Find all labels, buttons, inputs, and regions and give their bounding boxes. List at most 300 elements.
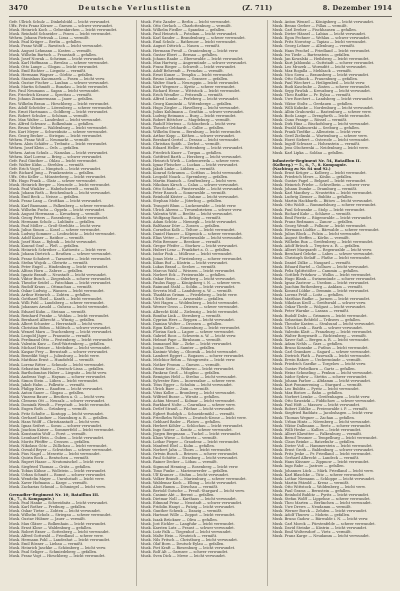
casualty-entry: Musk. Isidor Fink — Müllrose — leicht verwundet. xyxy=(140,252,233,257)
casualty-entry: Musk. Ulrich Lenk — Barth — schwer verwundet. xyxy=(272,325,364,330)
section-heading: Grenadier-Regiment Nr. 10, Bataillon III. xyxy=(9,492,100,497)
casualty-entry: Musk. Reinhold Bublitz — Pyritz — leicht verwundet. xyxy=(272,492,370,497)
publication-title: Deutsche Verlustlisten xyxy=(78,4,192,12)
casualty-entry: Musk. Heinrich Wirth — Liebenwerda — schwer verw. xyxy=(140,158,240,163)
page-number: 3470 xyxy=(9,4,28,12)
casualty-entry: Musk. Bonifaz Link — Sternberg — vermißt. xyxy=(140,313,222,318)
casualty-entry: Musk. Ferdinand Otto — Festenberg — leicht verwundet. xyxy=(9,338,114,343)
casualty-entry: Musk. Sigmund Henning — Rosenberg — leicht verw. xyxy=(140,464,239,469)
casualty-entry: Musk. Gunther Schenk — Danzig — vermißt. xyxy=(140,509,223,514)
casualty-entry: Musk. Friedrich Mews — Köslin — gefallen. xyxy=(272,174,353,179)
casualty-entry: Musk. Wilhelm Fuchs — Oppeln — leicht verwundet. xyxy=(9,207,106,212)
casualty-entry: Musk. Gustav Ebert — Bernau — gefallen. xyxy=(140,52,218,57)
casualty-entry: Musk. Hermann Lüdtke — Bärwalde — schwer verwundet. xyxy=(272,227,380,232)
casualty-entry: Musk. Julius Simon — Kosel — schwer verwundet. xyxy=(9,227,101,232)
casualty-entry: Musk. Rudi Kaschube — Zinten — schwer verwundet. xyxy=(272,85,371,90)
casualty-entry: Musk. Karl Manthey — Neustettin — leicht verwundet. xyxy=(272,191,373,196)
casualty-entry: Musk. Gustav Fischer — Lauban — schwer verwundet. xyxy=(9,81,109,86)
casualty-entry: Musk. Ignaz Fleischer — Luckau — leicht verwundet. xyxy=(140,162,239,167)
casualty-entry: Musk. Richard Hesse — Wittstock — leicht verwundet. xyxy=(140,89,241,94)
casualty-entry: Musk. Manfred Ebel — Kulm — gefallen. xyxy=(140,444,215,449)
casualty-entry: Musk. David Steinke — Küstrin — leicht verwundet. xyxy=(272,525,368,530)
column-left xyxy=(9,20,129,586)
casualty-entry: Musk. Franz Karge — Neudamm — leicht verwundet. xyxy=(272,533,370,538)
section-heading: Infanterie-Regiment Nr. 54, Bataillon II. xyxy=(272,158,361,163)
casualty-entry: Musk. Pankraz Groß — Mogilno — gefallen. xyxy=(140,370,221,375)
casualty-entry: Musk. Nikolaus Kirsch — Calau — schwer verwundet. xyxy=(140,183,240,188)
casualty-entry: Musk. Heinz Schmeling — Penkun — leicht verwundet. xyxy=(272,370,373,375)
casualty-entry: Musk. Edmund Prinz — Neustadt — schwer verwundet. xyxy=(140,501,243,506)
casualty-entry: Musk. Piet Kraft — Riesenburg — leicht verwundet. xyxy=(140,546,236,551)
casualty-entry: Musk. Norbert Lemke — Greifenhagen — leicht verw. xyxy=(272,395,371,400)
casualty-entry: Musk. Georg Kaminski — Wittenberge — gefallen. xyxy=(140,101,233,106)
casualty-entry: Musk. Gustav Pagel — Belgard — leicht verwundet. xyxy=(272,178,367,183)
casualty-entry: Musk. Gustav Hübner — Jauer — vermißt. xyxy=(9,517,86,522)
casualty-entry: Musk. Jan Kowalski — Heilsberg — leicht verwundet. xyxy=(272,56,370,61)
casualty-entry: Musk. Albert Klawitter — Falkenburg — vermißt. xyxy=(272,431,363,436)
casualty-entry: Musk. Reinhold Küster — Dahme — leicht verwundet. xyxy=(140,195,239,200)
casualty-entry: Res. Alfred Schwarz — Bolkenhain — gefallen. xyxy=(9,121,94,126)
casualty-entry: Musk. Paul Wiechert — Heiligenbeil — leicht verw. xyxy=(272,81,366,86)
casualty-entry: Musk. Hugo Blank — Swinemünde — schwer verwundet. xyxy=(272,276,377,281)
casualty-entry: Musk. Egbert Rudolph — Schneidemühl — vermißt. xyxy=(140,411,236,416)
casualty-entry: Musk. Adolf Brüsch — Treptow a. R. — gefallen. xyxy=(272,244,361,249)
casualty-entry: Musk. Emil Woltersdorf — Vietz — vermißt. xyxy=(272,529,352,534)
casualty-entry: Musk. Raimund Stahl — Soldin — leicht verwundet. xyxy=(140,285,236,290)
casualty-entry: Gefr. Paul Günther — Ohlau — leicht verwundet. xyxy=(9,158,98,163)
casualty-entry: Musk. Lorenz Ritter — Schmolz — leicht verwundet. xyxy=(9,362,105,367)
casualty-entry: Musk. Karsten Lutz — Praust — schwer verwundet. xyxy=(140,525,235,530)
casualty-entry: Musk. Balthasar Dörr — Zossen — gefallen. xyxy=(140,223,221,228)
casualty-entry: Musk. Bruno Kosanke — Putbus — leicht verwundet. xyxy=(272,346,369,351)
casualty-entry: Musk. Matthias Radke — Jarmen — leicht verwundet. xyxy=(272,297,371,302)
casualty-entry: Musk. Nico Sowa — Braunsberg — leicht verwundet. xyxy=(272,73,370,78)
casualty-entry: Musk. Stanislaus Kaczmarek — Posen — leicht verw. xyxy=(9,77,106,82)
casualty-entry: Musk. August Herrmann — Kreuzburg — vermißt. xyxy=(9,211,101,216)
casualty-entry: Musk. Melchior Rehm — Wongrowitz — leicht verw. xyxy=(140,358,236,363)
casualty-entry: Uffz. Fritz Franz Körner — Gnesen — schwer verwundet. xyxy=(9,24,114,29)
casualty-entry: Musk. Fritz Nowotny — Tapiau — leicht verwundet. xyxy=(272,40,367,45)
casualty-entry: Wehrm. Alois Schäfer — Trebnitz — leicht verwundet. xyxy=(9,142,108,147)
casualty-entry: Musk. Fritz Schulte — Kontopp — leicht verwundet. xyxy=(9,411,104,416)
casualty-entry: Wehrm. Karl Lorenz — Brieg — schwer verwundet. xyxy=(9,154,103,159)
casualty-entry: Musk. Sepp Pawlak — Kreuzburg — leicht verwundet. xyxy=(272,89,371,94)
casualty-entry: Musk. Thomas Wegner — Zachan — gefallen. xyxy=(272,415,356,420)
casualty-entry: Musk. Wilhelm Sturm — Bernburg — leicht verwundet. xyxy=(140,130,242,135)
casualty-entry: Musk. Valentin Klatt — Franzburg — leicht verwundet. xyxy=(272,329,373,334)
casualty-entry: Musk. Bruno Gadow — Bärwalde i. N. — leicht verw. xyxy=(272,517,369,522)
casualty-entry: Musk. Gustav Fiebelkorn — Gartz — gefallen. xyxy=(272,366,356,371)
casualty-entry: Musk. Franz Schubert — Tarnowitz — leicht verwundet. xyxy=(9,256,112,261)
casualty-entry: Musk. Daniel Zülke — Naugard — vermißt. xyxy=(272,260,352,265)
casualty-entry: Musk. Hans Wolff — Christianstadt — leicht verw. xyxy=(9,419,100,424)
casualty-entry: Musk. Viktor Stoltz — Gerdauen — gefallen. xyxy=(272,101,353,106)
column-middle xyxy=(136,20,261,586)
casualty-entry: Musk. Robert Zühlke — Freienwalde i. P. — vermißt. xyxy=(272,407,369,412)
casualty-entry: Musk. Ludwig Reimann — Burg — leicht verwundet. xyxy=(140,113,237,118)
casualty-entry: Musk. Werner Borck — Zehden — leicht verwundet. xyxy=(272,509,368,514)
casualty-entry: Res. Bruno Weber — Waldenburg — leicht verwundet. xyxy=(9,126,108,131)
casualty-entry: Musk. Nikolaus Götz — Züllichau — leicht verwundet. xyxy=(9,444,108,449)
text-columns xyxy=(9,20,392,586)
casualty-entry: Musk. Alfons Horn — Zabrze — gefallen. xyxy=(9,268,84,273)
casualty-entry: Musk. Albrecht Kühl — Zielenzig — leicht verwundet. xyxy=(140,309,239,314)
casualty-entry: Musk. Olaf Born — Deutsch-Eylau — gefallen. xyxy=(140,542,225,546)
casualty-entry: Musk. Wilhelm Scholz — Striegau — schwer verwundet. xyxy=(9,513,112,518)
casualty-entry: Musk. Otto Lange — Glogau — leicht verwundet. xyxy=(9,64,99,69)
casualty-entry: Musk. Dirk Hinz — Bischofsburg — leicht verwundet. xyxy=(272,121,370,126)
casualty-entry: Musk. Werner Gross — Driesen — schwer verwundet. xyxy=(140,305,239,310)
issue-date: 8. Dezember 1914 xyxy=(322,4,392,12)
casualty-entry: Res. Max Walter — Landeshut — leicht verwundet. xyxy=(9,117,102,122)
casualty-entry: Musk. Carl Gramkow — Sagard — schwer verwundet. xyxy=(272,350,371,355)
casualty-entry: Musk. Ewald Kalinowski — Seeburg — gefallen. xyxy=(272,126,360,131)
casualty-entry: Musk. Isaak Brückner — Oliva — gefallen. xyxy=(140,517,218,522)
casualty-entry: Musk. Siegfried Raddatz — Jacobshagen — leicht verw. xyxy=(272,411,374,416)
casualty-entry: Musk. Notker Fromm — Gnesen — vermißt. xyxy=(140,362,221,367)
casualty-entry: Musk. Helmut Pape — Birnbaum — vermißt. xyxy=(140,338,222,343)
casualty-entry: Musk. Wilhelm Bartsch — Fraustadt — gefallen. xyxy=(9,52,97,57)
casualty-entry: Musk. Norbert Eck — Freienwalde — gefallen. xyxy=(140,272,226,277)
casualty-entry: Musk. Alfred Gottwald — Friedland — schwer verw. xyxy=(9,533,104,538)
casualty-entry: Musk. Urban Schmitt — Bomst — schwer verwundet. xyxy=(9,472,107,477)
casualty-entry: Musk. Kurt Pommerening — Stargard — vermißt. xyxy=(272,382,363,387)
casualty-entry: Musk. Otto Schade — Finsterwalde — leicht verwundet. xyxy=(140,187,244,192)
casualty-entry: Musk. Franz Redmann — Zanow — gefallen. xyxy=(272,219,354,224)
casualty-entry: Musk. Franz Wolff — Rawitsch — leicht verwundet. xyxy=(9,44,103,49)
page-header xyxy=(9,4,392,17)
casualty-entry: Musk. Bernhard Gehrke — Labes — schwer verwundet. xyxy=(272,252,374,257)
casualty-entry: Gefr. Richard Jung — Frankenstein — gefallen. xyxy=(9,170,95,175)
casualty-entry: Musk. Ulrich Ahrens — Treuenbrietzen — schwer verw. xyxy=(140,207,243,212)
casualty-entry: Musk. Vinzenz Bauer — Beuthen a. O. — leicht verw. xyxy=(9,395,106,400)
casualty-entry: Musk. Matthias Ernst — Hundsfeld — vermißt. xyxy=(9,358,95,363)
casualty-entry: Musk. Andreas Vogt — Haynau — schwer verwundet. xyxy=(9,374,107,379)
casualty-entry: Musk. Eduard Kuhn — Steinau — vermißt. xyxy=(9,309,87,314)
casualty-entry: Musk. Dieter Voß — Hammerstein — leicht verwundet. xyxy=(272,444,373,449)
casualty-entry: Musk. Anton Wenzel — Königsberg — leicht verwundet. xyxy=(272,20,375,24)
casualty-entry: Musk. Paul Grams — Bernstein — gefallen. xyxy=(272,488,351,493)
casualty-entry: Musk. Michael Heinze — Medzibor — leicht verwundet. xyxy=(9,346,111,351)
issue-number: (Z. 711) xyxy=(241,4,273,12)
casualty-entry: Musk. Nikolaus Kroll — Greifswald — schwer verw. xyxy=(272,301,367,306)
casualty-entry: Wehrm. Franz Wolf — Neumarkt — vermißt. xyxy=(9,138,90,143)
casualty-entry: Musk. Marcus Wahl — Wriezen — leicht verwundet. xyxy=(140,268,236,273)
casualty-entry: Musk. Konrad Lübke — Demmin — leicht verwundet. xyxy=(272,289,370,294)
casualty-entry: Musk. Kaspar Frey — Bernstadt — schwer verwundet. xyxy=(9,350,109,355)
casualty-entry: Musk. Alois Ramm — Dirschau — vermißt. xyxy=(140,484,219,489)
casualty-entry: Musk. Josias Thies — Samter — gefallen. xyxy=(140,346,216,351)
casualty-entry: Musk. Oskar Ludwig — Wansen — leicht verwundet. xyxy=(9,289,105,294)
casualty-entry: Musk. Severin Moll — Landsberg a. W. — vermißt. xyxy=(140,289,233,294)
casualty-entry: Musk. Gerhard Lindner — Naumburg a. B. — gefallen. xyxy=(9,415,109,420)
casualty-entry: Musk. Heinrich Berger — Neurode — leicht verwundet. xyxy=(9,183,111,188)
casualty-entry: Musk. Christian Böhm — Militsch — schwer verwundet. xyxy=(9,325,112,330)
casualty-entry: Musk. August Steffen — Körlin — vermißt. xyxy=(272,236,350,241)
casualty-entry: Musk. Paul Möller — Groß-Strehlitz — leicht verw. xyxy=(9,223,102,228)
casualty-entry: Gefr. Erich Vogel — Nimptsch — leicht verwundet. xyxy=(9,166,102,171)
casualty-entry: Musk. Walter Stark — Neuruppin — leicht verwundet. xyxy=(140,81,240,86)
casualty-entry: Musk. Jakob Linke — Lübben — vermißt. xyxy=(140,166,216,171)
casualty-entry: Musk. Hans Küssner — Zippnow — leicht verwundet. xyxy=(272,460,370,465)
casualty-entry: Musk. Christian Späth — Zerbst — vermißt. xyxy=(140,142,221,147)
casualty-entry: Musk. Sylvester Ries — Inowrazlaw — schwer verw. xyxy=(140,378,236,383)
casualty-entry: Musk. Emil Rösner — Liebau — vermißt. xyxy=(9,541,84,546)
casualty-entry: Musk. Traugott Blum — Luckenwalde — leicht verw. xyxy=(140,203,237,208)
casualty-entry: Musk. Gabriel Roos — Schwerin a. W. — leicht verw. xyxy=(140,334,237,339)
casualty-entry: Res. Paul Neumann — Sagan — leicht verwundet. xyxy=(9,89,100,94)
casualty-entry: Uffz. Otto Keller — Münsterberg — leicht verwundet. xyxy=(9,174,107,179)
casualty-entry: Musk. Sebastian Maier — Deutsch-Lissa — gefallen. xyxy=(9,366,105,371)
casualty-entry: Musk. Georg Peters — Rosenberg — leicht verwundet. xyxy=(9,215,109,220)
casualty-entry: Musk. Konstantin Wolf — Forst — vermißt. xyxy=(9,431,87,436)
casualty-entry: Musk. Kilian Ruf — Küstrin — leicht verwundet. xyxy=(140,260,229,265)
casualty-entry: Musk. Viktor Dallmann — Reetz — schwer verwundet. xyxy=(272,423,372,428)
casualty-entry: Musk. Waldemar Koch — Elbing — leicht verwundet. xyxy=(140,480,238,485)
casualty-entry: Musk. Leopold Noack — Spremberg — gefallen. xyxy=(140,174,229,179)
casualty-entry: Musk. Kurt Wegener — Kyritz — schwer verwundet. xyxy=(140,85,236,90)
casualty-entry: Musk. Wilfried Busse — Wirsitz — gefallen. xyxy=(140,395,220,400)
casualty-entry: Musk. Ulrich Sieber — Arnswalde — gefallen. xyxy=(140,297,225,302)
casualty-entry: Musk. Paul Seliger — Schmiedeberg — gefallen. xyxy=(9,550,98,555)
casualty-entry: Musk. Friedhelm Wolters — Deutsch-Krone — leicht verw. xyxy=(140,415,247,420)
casualty-entry: Musk. Rainer Decker — Löbau — vermißt. xyxy=(140,460,218,465)
casualty-entry: Musk. Eduard Bartel — Gollnow — leicht verwundet. xyxy=(272,264,369,269)
casualty-entry: Musk. Oskar Tietze — Zobten — leicht verwundet. xyxy=(9,509,101,514)
casualty-entry: Musk. Pius Nagel — Meseritz — leicht verwundet. xyxy=(9,452,101,457)
casualty-entry: Musk. Alfred Lemke — Perleberg — leicht verwundet. xyxy=(140,97,240,102)
casualty-entry: Musk. Karl Rother — Freiburg — gefallen. xyxy=(9,505,87,510)
casualty-entry: Musk. Uwe Borchert — Landsberg — leicht verwundet. xyxy=(272,97,374,102)
casualty-entry: Musk. Peter Rausch — Sonnewalde — vermißt. xyxy=(140,191,227,196)
casualty-entry: Musk. Otto Gollnick — Frauenburg — gefallen. xyxy=(272,77,359,82)
casualty-entry: Res. Friedrich Krause — Sprottau — vermißt. xyxy=(9,93,93,98)
casualty-entry: Musk. Ignaz Seifert — Sorau — schwer verwundet. xyxy=(9,423,103,428)
casualty-entry: Musk. Peter Warnke — Lassan — vermißt. xyxy=(272,309,350,314)
casualty-entry: Musk. Stephan Mohr — Jüterbog — gefallen. xyxy=(140,199,223,204)
casualty-entry: Musk. Egon Fechner — Wehlau — schwer verwundet. xyxy=(272,36,371,41)
casualty-entry: Musk. Franz Vogt — Hirschberg — leicht verwundet. xyxy=(9,554,106,559)
casualty-entry: Musk. Leonhard Hein — Guben — leicht verwundet. xyxy=(9,435,105,440)
casualty-entry: Musk. Cornelius Kolb — Teltow — leicht verwundet. xyxy=(140,227,236,232)
casualty-entry: Musk. Elias Vetter — Fürstenwalde — leicht verwundet. xyxy=(140,236,243,241)
casualty-entry: Musk. Max Ristow — Bahn — gefallen. xyxy=(272,391,343,396)
casualty-entry: Musk. Robert Böttcher — Magdeburg — vermißt. xyxy=(140,117,231,122)
casualty-entry: Musk. Zacharias Schmid — Schmiegel — leicht verw. xyxy=(9,484,106,489)
casualty-entry: Musk. Felix Splittstößer — Cammin — gefallen. xyxy=(272,268,359,273)
casualty-entry: Musk. Achim Menzel — Kolmar — leicht verwundet. xyxy=(140,399,236,404)
casualty-entry: Musk. Cyprian Herz — Reppen — leicht verwundet. xyxy=(140,317,235,322)
casualty-entry: Musk. Hermann Scholz — Lublinitz — gefallen. xyxy=(9,219,96,224)
casualty-entry: Gefr. Walter Kühn — Strehlen — vermißt. xyxy=(9,162,85,167)
casualty-entry: Musk. Konrad Graf — Pleß — gefallen. xyxy=(9,244,80,249)
casualty-entry: Res. Ernst Hartmann — Goldberg — leicht verwundet. xyxy=(9,109,109,114)
casualty-entry: Musk. Ernst Klose — Waldenburg — gefallen. xyxy=(9,525,92,530)
casualty-entry: Musk. Erwin Rakow — Ueckermünde — vermißt. xyxy=(272,358,362,363)
section-subheading: (Nachtrag zu Nr. 84 und 92.) xyxy=(272,166,331,171)
casualty-entry: Musk. Bertold Gutsche — Preuß.-Stargard — leicht verw. xyxy=(140,488,245,493)
casualty-entry: Musk. Norbert Jahn — Thorn — leicht verwundet. xyxy=(140,448,232,453)
casualty-entry: Musk. Vitus Kolbe — Bromberg — leicht verwundet. xyxy=(140,391,236,396)
casualty-entry: Musk. Heinrich Koch — Gelsenkirchen — leicht verwundet. xyxy=(9,28,118,33)
casualty-entry: Musk. Peter Engel — Hindenburg — leicht verwundet. xyxy=(9,264,109,269)
casualty-entry: Res. Robert Schulze — Schönau — vermißt. xyxy=(9,113,89,118)
casualty-entry: Musk. Friedrich Gaedke — Torgelow — leicht verw. xyxy=(272,362,367,367)
casualty-entry: Musk. Lukas Brand — Seelow — vermißt. xyxy=(140,264,217,269)
casualty-entry: Musk. Titus Egger — Schubin — leicht verwundet. xyxy=(140,382,233,387)
casualty-entry: Musk. Leopold Jäger — Prausnitz — vermißt. xyxy=(9,334,92,339)
casualty-entry: Musk. Paul Schwanke — Stolp — leicht verwundet. xyxy=(272,207,366,212)
casualty-entry: Musk. Adolf Thurow — Mohrin — gefallen. xyxy=(272,513,351,518)
casualty-entry: Musk. Rudolf Dabs — Grimmen — leicht verwundet. xyxy=(272,313,368,318)
casualty-entry: Musk. Erich Wendler — Pritzwalk — vermißt. xyxy=(140,93,224,98)
casualty-entry: Musk. Bernd Tessmer — Tempelburg — leicht verwundet. xyxy=(272,435,378,440)
casualty-entry: Musk. Adam Schütz — Niemegk — leicht verwundet. xyxy=(140,219,238,224)
casualty-entry: Musk. Karl Lipka — Soldau — gefallen. xyxy=(272,150,344,155)
casualty-entry: Musk. Wolfgang Rauch — Belzig — vermißt. xyxy=(140,215,222,220)
casualty-entry: Musk. Ortwin Busch — Briesen — schwer verwundet. xyxy=(140,452,239,457)
casualty-entry: Musk. Remigius Held — Strelno — leicht verwundet. xyxy=(140,374,237,379)
casualty-entry: Musk. Rudolf Kraus — Ottmachau — vermißt. xyxy=(9,285,93,290)
casualty-entry: Musk. Bartholomäus Huber — Liegnitz — leicht verw. xyxy=(9,370,108,375)
casualty-entry: Musk. Paul Schütte — Strasburg — leicht verwundet. xyxy=(140,456,239,461)
casualty-entry: Musk. Ernst Groth — Baldenburg — schwer verwundet. xyxy=(272,448,375,453)
casualty-entry: Musk. Valentin Witt — Beelitz — leicht verwundet. xyxy=(140,211,233,216)
casualty-entry: Musk. Paulus Rapp — Königsberg i. N. — schwer verw. xyxy=(140,281,241,285)
casualty-entry: Musk. Frank Tiedtke — Allenstein — leicht verw. xyxy=(272,130,362,135)
casualty-entry: Musk. Sebastian Rehfeld — Tribsees — gefallen. xyxy=(272,317,361,322)
casualty-entry: Musk. Karl Hoffmann — Breslau — schwer verwundet. xyxy=(9,60,109,65)
casualty-entry: Musk. Oskar Thede — Wolgast — leicht verwundet. xyxy=(272,305,367,310)
casualty-entry: Musk. Hermann Pohl — Landeshut — leicht verwundet. xyxy=(9,537,111,542)
casualty-entry: Musk. Arthur Heinrich — Zobten — gefallen. xyxy=(9,293,91,298)
casualty-entry: Musk. Paul Hanke — Schweidnitz — leicht verwundet. xyxy=(9,501,109,506)
casualty-entry: Musk. Volker Brandt — Marienburg — schwer verwundet. xyxy=(140,476,247,481)
casualty-entry: Musk. Julius Block — Polzin — leicht verwundet. xyxy=(272,231,361,236)
casualty-entry: Musk. Fritz Jeske — Pr. Friedland — leicht verwundet. xyxy=(272,452,372,457)
casualty-entry: Musk. Reinhard Franke — Wohlau — leicht verwundet. xyxy=(9,313,110,318)
casualty-entry: Musk. Wenzel Marx — Trachenberg — leicht verwundet. xyxy=(9,329,113,334)
casualty-entry: Musk. Ingo Rabe — Jastrow — gefallen. xyxy=(272,464,345,469)
casualty-entry: Musk. Theodor Seidel — Patschkau — leicht verwundet. xyxy=(9,281,112,285)
casualty-entry: Gefr. Ullrich Schulz — Dinkelsbühl — leicht verwundet. xyxy=(9,20,111,24)
casualty-entry: Musk. Jost Eichler — Langfuhr — leicht verwundet. xyxy=(140,521,235,526)
casualty-entry: Musk. Joachim Ruthenberg — Anklam — vermißt. xyxy=(272,285,364,289)
casualty-entry: Musk. Detlef Strauß — Filehne — leicht verwundet. xyxy=(140,407,236,412)
casualty-entry: Musk. Fridolin Haupt — Putzig — leicht verwundet. xyxy=(140,505,236,510)
casualty-entry: Musk. Ingo Sauter — Konitz — schwer verwundet. xyxy=(140,427,233,432)
casualty-entry: Musk. Max Hartwig — Angermünde — schwer verwundet. xyxy=(140,60,248,65)
casualty-entry: Musk. Benno Gerber — Pillau — vermißt. xyxy=(272,24,348,29)
casualty-entry: Musk. Eugen Roth — Grünberg — vermißt. xyxy=(9,407,88,412)
casualty-entry: Musk. Bernhard Oertel — Dessau — leicht verwundet. xyxy=(140,138,240,143)
casualty-entry: Musk. Emil Beck — Neisse — gefallen. xyxy=(9,195,80,200)
casualty-entry: Musk. Rudolf Mertens — Schönebeck — leicht verw. xyxy=(140,121,237,126)
casualty-entry: Musk. Anton Sauer — Glogau — gefallen. xyxy=(9,391,85,396)
casualty-entry: Musk. Tobias Kühne — Wollstein — leicht verwundet. xyxy=(9,468,107,473)
casualty-entry: Musk. Hermann Preuß — Oranienburg — leicht verw. xyxy=(140,48,239,53)
casualty-entry: Musk. Johann Parlow — Altdamm — leicht verwundet. xyxy=(272,378,372,383)
casualty-entry: Musk. Simon Stein — Lüben — leicht verwundet. xyxy=(9,378,99,383)
casualty-entry: Musk. Burkhard Nolte — Czarnikau — schwer verw. xyxy=(140,403,236,408)
casualty-entry: Musk. Clemens Ott — Neusalz — schwer verwundet. xyxy=(9,399,106,404)
casualty-entry: Musk. Otmar Seitz — Witkowo — leicht verwundet. xyxy=(140,366,235,371)
casualty-entry: Musk. Siegfried Thomas — Grätz — gefallen. xyxy=(9,464,91,469)
casualty-entry: Musk. Herbert Köhler — Schlochau — leicht verwundet. xyxy=(140,423,244,428)
casualty-entry: Musk. Kurt Jablonski — Guttstadt — schwer verwundet. xyxy=(272,60,375,65)
casualty-entry: Musk. Bruno Lindemann — Gransee — gefallen. xyxy=(140,77,229,82)
casualty-entry: Musk. Johann Dietrich — Beuthen — schwer verwundet. xyxy=(9,252,112,257)
casualty-entry: Musk. Wilhelm Rux — Greifenberg — leicht verwundet. xyxy=(272,240,374,245)
casualty-entry: Musk. Jürgen Bergmann — Tuchel — leicht verwundet. xyxy=(140,431,242,436)
casualty-entry: Musk. Martin Schmidt — Bunzlau — leicht verwundet. xyxy=(9,85,109,90)
casualty-entry: Musk. Immanuel Bär — Zirke — leicht verwundet. xyxy=(140,342,233,347)
casualty-entry: Musk. Gebhard Bader — Flatow — gefallen. xyxy=(140,419,221,424)
casualty-entry: Musk. Hartmut Wille — Zoppot — leicht verwundet. xyxy=(140,513,236,518)
casualty-entry: Musk. Bodo Lange — Drengfurth — leicht verwundet. xyxy=(272,113,371,118)
casualty-entry: Musk. Heinrich Jaschke — Schömberg — leicht verw. xyxy=(9,546,106,550)
casualty-entry: Musk. Georg Lehner — Allenburg — vermißt. xyxy=(272,44,356,49)
casualty-entry: Musk. Karl Blaschke — Tütz — schwer verwundet. xyxy=(272,472,365,477)
casualty-entry: Musk. Paul Winkler — Habelschwerdt — vermißt. xyxy=(9,187,100,192)
casualty-entry: Musk. Ignaz Zastrow — Usedom — leicht verwundet. xyxy=(272,280,370,285)
casualty-entry: Musk. Benedikt Voigt — Juliusburg — leicht verw. xyxy=(9,354,100,359)
casualty-entry: Res. Adolf Schröder — Löwenberg — schwer verwundet. xyxy=(9,105,113,110)
casualty-entry: Musk. Stefan Wojcik — Gleiwitz — vermißt. xyxy=(9,260,89,265)
casualty-entry: Musk. Quirin Bock — Bentschen — vermißt. xyxy=(9,456,90,461)
casualty-entry: Musk. Joachim Kaiser — Sommerfeld — leicht verwundet. xyxy=(9,427,115,432)
casualty-entry: Musk. Oswald Beyer — Schwiebus — schwer verwundet. xyxy=(9,448,113,453)
casualty-entry: Musk. Veit Hagen — Woldenberg — leicht verwundet. xyxy=(140,301,239,306)
casualty-entry: Musk. Willi Kuhnke — Nordenburg — leicht verwundet. xyxy=(272,105,374,110)
casualty-entry: Musk. Xaver Saß — Bergen a. R. — leicht verwundet. xyxy=(272,338,370,343)
casualty-entry: Musk. Eduard Heller — Wittenberg — leicht verwundet. xyxy=(140,146,244,151)
casualty-entry: Musk. Isidor Sydow — Stettin — schwer verwundet. xyxy=(272,374,368,379)
casualty-entry: Musk. Ignatz Brandt — Neustadt — leicht verwundet. xyxy=(9,272,107,277)
casualty-entry: Musk. Reinhold Schneider — Posen — leicht verwundet. xyxy=(9,32,112,37)
column-right xyxy=(267,20,392,586)
casualty-entry: Musk. Hugo Ziegler — Havelberg — leicht verwundet. xyxy=(140,105,240,110)
casualty-entry: Musk. Gregor Pfeifer — Storkow — leicht verwundet. xyxy=(140,244,239,249)
casualty-entry: Musk. Max Gläser — Bolkenhain — leicht verwundet. xyxy=(9,521,107,526)
casualty-entry: Res. Georg Becker — Striegau — leicht verwundet. xyxy=(9,134,103,139)
casualty-entry: Res. Johann Zimmermann — Jauer — gefallen. xyxy=(9,97,94,102)
casualty-entry: Wehrm. Johann Pietrzak — Lissa — vermißt. xyxy=(9,36,90,41)
casualty-entry: Musk. Adam Nehls — Garz — gefallen. xyxy=(272,342,343,347)
casualty-entry: Musk. Georg Wendt — Pollnow — leicht verwundet. xyxy=(272,223,367,228)
casualty-entry: Musk. Jonas Metz — Fürstenberg — schwer verwundet. xyxy=(140,256,243,261)
casualty-entry: Musk. Max Rogalla — Mehlsack — vermißt. xyxy=(272,68,353,73)
casualty-entry: Musk. Ernst Kunze — Templin — leicht verwundet. xyxy=(140,73,234,78)
casualty-entry: Musk. Rupert Haase — Neutomischel — leicht verw. xyxy=(9,460,105,465)
casualty-entry: Musk. Uwe Drews — Neudamm — vermißt. xyxy=(272,505,352,510)
casualty-entry: Wehrm. Josef Klein — Oels — gefallen. xyxy=(9,146,80,151)
casualty-entry: Musk. Heinrich Schreiber — Kattowitz — leicht verw. xyxy=(9,248,107,253)
casualty-entry: Musk. Robert Exner — Gottesberg — leicht verwundet. xyxy=(9,529,110,534)
casualty-entry: Musk. Ernst Krüger — Kolberg — leicht verwundet. xyxy=(272,170,367,175)
casualty-entry: Musk. Walter Borgwardt — Richtenberg — vermißt. xyxy=(272,333,367,338)
casualty-entry: Musk. Ulrich Baer — Znin — vermißt. xyxy=(140,387,210,392)
casualty-entry: Res. Kurt Meyer — Schweidnitz — schwer verwundet. xyxy=(9,130,108,135)
casualty-entry: Musk. Daniel Hauser — Köpenick — schwer verwundet. xyxy=(140,232,243,237)
casualty-entry: Musk. Albert Schuster — Herrnstadt — leicht verw. xyxy=(9,321,103,326)
casualty-entry: Musk. Paul Heinrich — Potsdam — leicht verwundet. xyxy=(140,32,238,37)
casualty-entry: Musk. Otto Gerlach — Charlottenburg — vermißt. xyxy=(140,24,232,29)
casualty-entry: Musk. Casimir Abt — Berent — gefallen. xyxy=(140,493,215,498)
casualty-entry: Wehrm. Anton Schulz — Namslau — leicht verwundet. xyxy=(9,150,109,155)
casualty-entry: Musk. Damian Wolter — Drossen — gefallen. xyxy=(140,321,223,326)
casualty-entry: Musk. Valentin Kurz — Groß-Wartenberg — gefallen. xyxy=(9,342,106,347)
